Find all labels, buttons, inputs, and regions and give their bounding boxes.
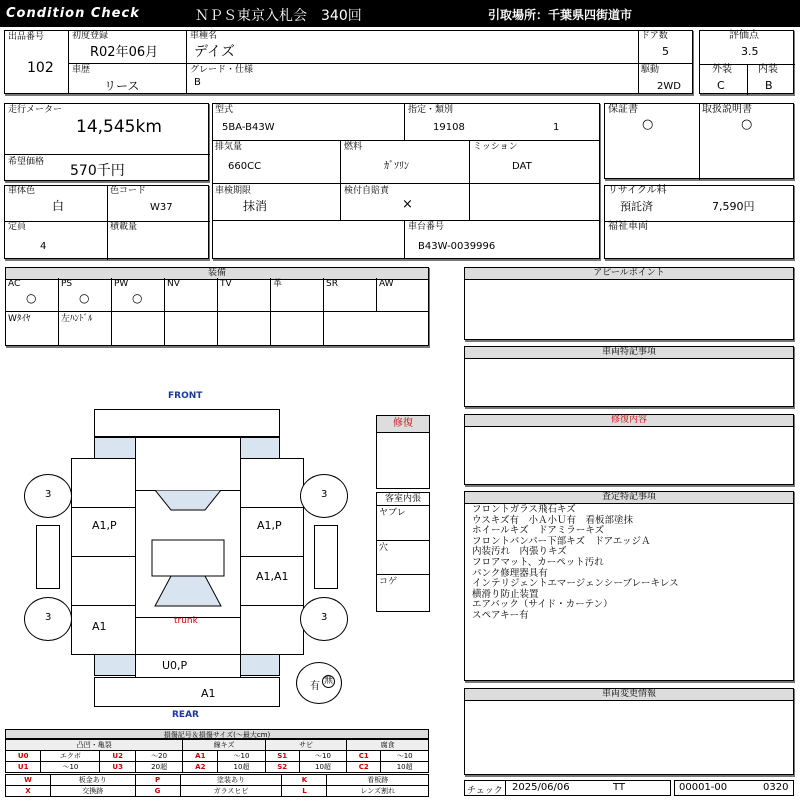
exterior-label: 外装	[712, 64, 732, 75]
front-left-lamp	[94, 437, 136, 459]
repair-title: 修復	[377, 416, 429, 433]
body-color-value: 白	[52, 199, 65, 213]
left-front-door-damage: A1,P	[92, 519, 117, 532]
insurance-value: ×	[402, 197, 413, 212]
spare-label: 有	[310, 681, 320, 692]
equip-tv-label: TV	[220, 279, 232, 289]
cabin-item-hole: 穴	[379, 543, 389, 553]
legend-desc: ～10	[218, 751, 266, 762]
lot-no-value: 102	[27, 60, 54, 76]
legend-code: A1	[183, 751, 218, 762]
capacity-label: 定員	[8, 222, 27, 232]
load-label: 積載量	[110, 222, 138, 232]
panel-appeal	[464, 267, 794, 340]
change-info-title: 車両変更情報	[465, 689, 793, 701]
tire-fr-value: 3	[321, 489, 328, 500]
right-rear-door-damage: A1,A1	[256, 570, 289, 583]
rear-bumper-upper-damage: U0,P	[162, 659, 188, 672]
spare-tire	[296, 662, 342, 704]
equip-nv-label: NV	[167, 279, 180, 289]
note-line: フロントガラス飛石キズ	[472, 504, 576, 515]
capacity-value: 4	[40, 241, 47, 252]
rear-right-lamp	[240, 654, 280, 676]
header-left-title: Condition Check	[6, 6, 140, 21]
equip-leather-label: 革	[273, 279, 283, 289]
tire-rl-value: 3	[45, 612, 52, 623]
doors-value: 5	[662, 45, 669, 58]
panel-special	[464, 346, 794, 407]
legend-code: K	[282, 775, 327, 786]
rear-left-lamp	[94, 654, 136, 676]
car-name-label: 車種名	[190, 31, 218, 41]
legend-code: W	[6, 775, 51, 786]
equip-sr-label: SR	[326, 279, 338, 289]
displacement-value: 660CC	[228, 161, 262, 172]
manual-label: 取扱説明書	[702, 104, 752, 115]
note-line: フロントバンパー下部キズ ドアエッジＡ	[472, 535, 651, 547]
special-title: 車両特記事項	[465, 347, 793, 359]
model-label: 型式	[215, 105, 234, 115]
equip-wtire-label: Wﾀｲﾔ	[8, 314, 31, 324]
first-reg-value: R02年06月	[90, 45, 159, 60]
designation-label: 指定・類別	[408, 105, 454, 115]
legend-code: S2	[265, 762, 299, 773]
note-line: インテリジェントエマージェンシーブレーキレス	[472, 578, 679, 590]
front-bumper	[94, 409, 280, 437]
legend-desc: 看板跡	[327, 775, 429, 786]
price-label: 希望価格	[8, 157, 45, 167]
grade-label: グレード・仕様	[190, 65, 254, 75]
tire-rear-left	[24, 597, 72, 641]
mileage-label: 走行メーター	[8, 105, 63, 115]
front-right-lamp	[240, 437, 280, 459]
interior-label: 内装	[758, 64, 778, 75]
equip-ps-label: PS	[61, 279, 73, 289]
legend-code: U3	[100, 762, 135, 773]
rear-label: REAR	[172, 710, 199, 720]
spare-mark: 無	[323, 676, 333, 686]
left-side-panel	[36, 525, 60, 589]
displacement-label: 排気量	[215, 142, 243, 152]
tire-front-right	[300, 474, 348, 518]
legend-code: U2	[100, 751, 135, 762]
legend-code: U0	[6, 751, 41, 762]
interior-value: B	[765, 79, 773, 92]
warranty-label: 保証書	[608, 104, 638, 115]
legend-desc: 10超	[299, 762, 347, 773]
legend-code: S1	[265, 751, 299, 762]
legend-desc: レンズ割れ	[327, 786, 429, 797]
color-code-label: 色コード	[110, 186, 147, 196]
manual-value: ○	[741, 117, 753, 132]
tire-fl-value: 3	[45, 489, 52, 500]
designation-value1: 19108	[433, 122, 465, 133]
trunk-area	[135, 617, 241, 655]
inspection-notes-title: 査定特記事項	[465, 492, 793, 504]
legend-group-scratch: 線キズ	[183, 740, 265, 751]
trunk-label: trunk	[174, 616, 198, 626]
legend-code: G	[135, 786, 180, 797]
legend-desc: ガラスヒビ	[180, 786, 282, 797]
legend-group-rust: サビ	[265, 740, 346, 751]
note-line: 横滑り防止装置	[472, 588, 539, 600]
windshield	[155, 490, 221, 510]
legend-desc: 10超	[218, 762, 266, 773]
legend-code: U1	[6, 762, 41, 773]
right-front-door-damage: A1,P	[257, 519, 282, 532]
inspection-value: 抹消	[243, 199, 268, 213]
note-line: エアバック（サイド・カーテン）	[472, 599, 613, 611]
tire-front-left	[24, 474, 72, 518]
left-rear-quarter	[71, 605, 136, 655]
left-rear-damage: A1	[92, 620, 107, 633]
box-repair	[376, 415, 430, 489]
rear-window	[155, 576, 221, 606]
legend-title: 損傷記号＆損傷サイズ(～最大cm)	[5, 729, 429, 739]
legend-desc: ～20	[135, 751, 183, 762]
mission-label: ミッション	[473, 142, 518, 152]
equip-aw-label: AW	[379, 279, 394, 289]
price-value: 570千円	[70, 163, 125, 179]
grade-value: B	[194, 77, 201, 88]
footer-code1: 00001-00	[679, 782, 728, 793]
chassis-label: 車台番号	[408, 222, 445, 232]
drive-label: 駆動	[641, 65, 660, 75]
panel-change-info	[464, 688, 794, 775]
footer-code-box	[674, 780, 794, 796]
note-line: 内装汚れ 内張りキズ	[472, 546, 567, 558]
legend-group-corrosion: 腐食	[347, 740, 429, 751]
chassis-value: B43W-0039996	[418, 241, 496, 252]
legend-code: C1	[347, 751, 381, 762]
cabin-title: 客室内張	[377, 493, 429, 506]
legend-code: X	[6, 786, 51, 797]
cabin-item-tear: ヤブレ	[379, 508, 406, 518]
right-front-door	[240, 507, 304, 557]
right-front-fender	[240, 458, 304, 508]
header-center-title: ＮＰＳ東京入札会 340回	[195, 8, 362, 24]
note-line: フロアマット、カーペット汚れ	[472, 556, 604, 568]
rating-value: 3.5	[741, 45, 759, 58]
rear-bumper	[94, 677, 280, 707]
rear-bumper-upper	[135, 654, 241, 678]
inspection-label: 車検期限	[215, 186, 252, 196]
fuel-value: ｶﾞｿﾘﾝ	[384, 161, 409, 172]
drive-value: 2WD	[657, 81, 681, 92]
legend-desc: 20超	[135, 762, 183, 773]
history-value: リース	[104, 79, 140, 93]
equip-pw-label: PW	[114, 279, 129, 289]
left-rear-door	[71, 556, 136, 606]
footer-check-box	[464, 780, 671, 796]
first-reg-label: 初度登録	[72, 31, 109, 41]
header-right-title: 引取場所：千葉県四街道市	[488, 8, 633, 22]
legend-table-2	[5, 774, 429, 797]
right-side-panel	[314, 525, 338, 589]
mission-value: DAT	[512, 161, 532, 172]
equip-lhd-label: 左ﾊﾝﾄﾞﾙ	[61, 314, 93, 324]
legend-desc: エクボ	[41, 751, 100, 762]
box-lot-no	[4, 30, 69, 94]
box-cabin	[376, 492, 430, 612]
windshield-svg	[135, 490, 241, 618]
note-line: ホイールキズ ドアミラーキズ	[472, 525, 605, 537]
designation-value2: 1	[553, 122, 560, 133]
legend-desc: ～10	[299, 751, 347, 762]
check-date: 2025/06/06	[512, 782, 570, 793]
legend-desc: 板金あり	[51, 775, 136, 786]
inspection-notes-lines	[472, 505, 679, 622]
rear-bumper-damage: A1	[201, 687, 216, 700]
legend-desc: 塗装あり	[180, 775, 282, 786]
legend-code: P	[135, 775, 180, 786]
rating-label: 評価点	[729, 30, 759, 41]
check-label: チェック	[467, 786, 503, 796]
car-name-value: デイズ	[194, 44, 235, 60]
left-front-door	[71, 507, 136, 557]
legend-table	[5, 739, 429, 773]
doors-label: ドア数	[641, 31, 668, 41]
exterior-value: C	[717, 79, 725, 92]
right-rear-door	[240, 556, 304, 606]
history-label: 車歴	[72, 65, 91, 75]
legend-desc: ～10	[381, 751, 429, 762]
equip-ac-mark: ○	[26, 291, 37, 305]
recycle-amount: 7,590円	[712, 200, 755, 213]
legend-group-dent: 凸凹・亀裂	[6, 740, 183, 751]
equip-pw-mark: ○	[132, 291, 143, 305]
repair-content-title: 修復内容	[465, 415, 793, 427]
equipment-title: 装備	[6, 268, 428, 280]
grid-lines-main	[68, 30, 693, 94]
tire-rear-right	[300, 597, 348, 641]
header-bar	[0, 0, 800, 27]
equip-ps-mark: ○	[79, 291, 90, 305]
legend-desc: ～10	[41, 762, 100, 773]
color-code-value: W37	[150, 202, 173, 213]
warranty-value: ○	[642, 117, 654, 132]
fuel-label: 燃料	[344, 142, 363, 152]
equip-ac-label: AC	[8, 279, 21, 289]
legend-code: A2	[183, 762, 218, 773]
recycle-label: リサイクル料	[608, 185, 667, 196]
tire-rr-value: 3	[321, 612, 328, 623]
lot-no-label: 出品番号	[8, 32, 45, 42]
appeal-title: アピールポイント	[465, 268, 793, 280]
box-left-lower	[4, 185, 209, 259]
cabin-item-burn: コゲ	[379, 577, 398, 587]
legend-code: C2	[347, 762, 381, 773]
note-line: パンク修理器具有	[472, 567, 548, 579]
recycle-status: 預託済	[620, 200, 653, 213]
body-color-label: 車体色	[8, 186, 36, 196]
note-line: スペアキー有	[472, 609, 529, 621]
panel-inspection-notes	[464, 491, 794, 681]
left-front-fender	[71, 458, 136, 508]
legend-desc: 10超	[381, 762, 429, 773]
right-rear-quarter	[240, 605, 304, 655]
front-label: FRONT	[168, 391, 203, 401]
legend-code: L	[282, 786, 327, 797]
note-line: ウスキズ有 小Ａ小Ｕ有 看板部塗抹	[472, 514, 634, 526]
mileage-value: 14,545km	[76, 117, 162, 137]
footer-code2: 0320	[763, 782, 789, 793]
welfare-label: 福祉車両	[608, 221, 648, 232]
model-value: 5BA-B43W	[222, 122, 275, 133]
roof-panel	[152, 540, 224, 576]
check-checker: TT	[613, 782, 626, 793]
hood	[135, 437, 241, 491]
panel-repair-content	[464, 414, 794, 485]
legend-desc: 交換跡	[51, 786, 136, 797]
insurance-label: 検付自賠責	[344, 186, 390, 196]
